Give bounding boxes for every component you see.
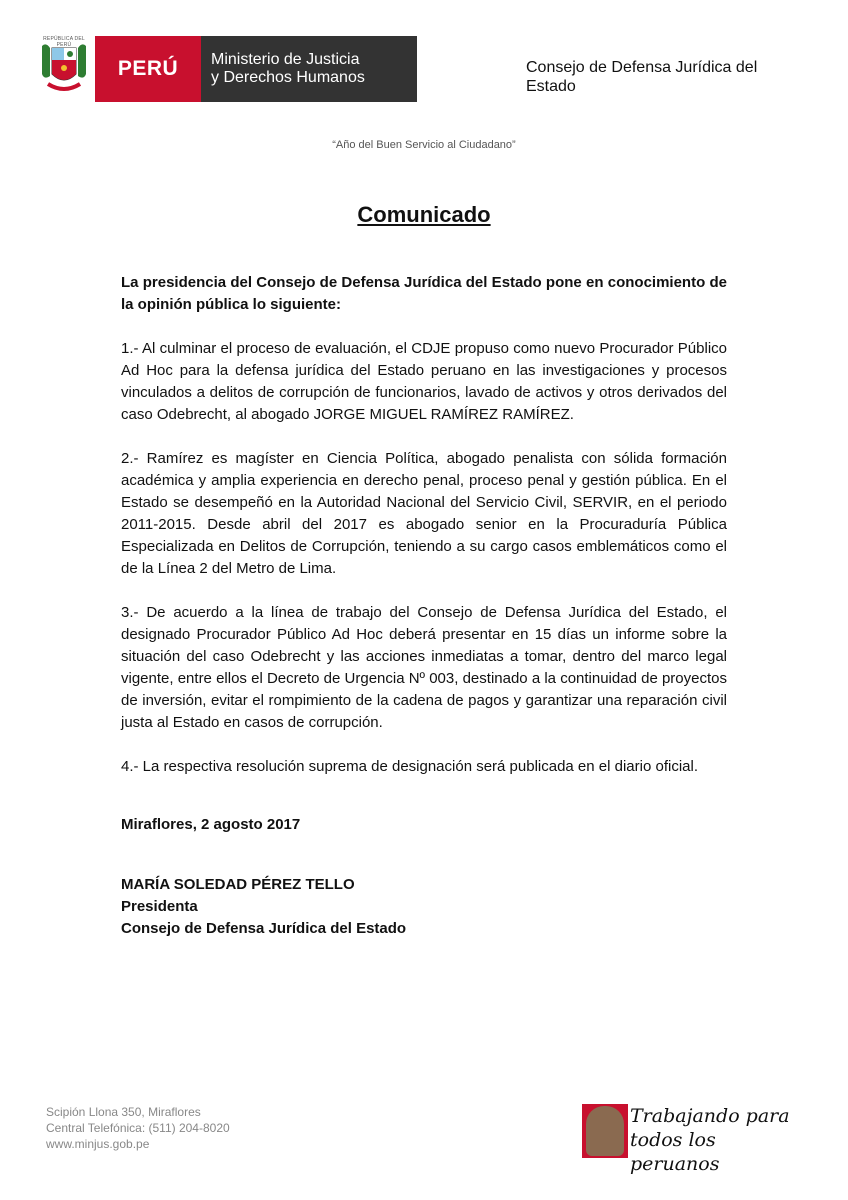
coat-of-arms-icon (38, 36, 90, 100)
signatory-name: MARÍA SOLEDAD PÉREZ TELLO (121, 876, 355, 893)
paragraph-1: 1.- Al culminar el proceso de evaluación, el CDJE propuso como nuevo Procurador Público Ad Hoc para la defensa jurídica del Estado peruano en las investigaciones y procesos vinculados a delitos de corrupción de funcionarios, lavado de activos y otros derivados del caso Odebrecht, al abogado JORGE MIGUEL RAMÍREZ RAMÍREZ. (121, 340, 727, 423)
ministry-name (201, 36, 417, 102)
portrait-face (586, 1106, 624, 1156)
signature-block (121, 874, 406, 940)
place-date: Miraflores, 2 agosto 2017 (121, 816, 301, 833)
document-body (121, 272, 727, 800)
signatory-org: Consejo de Defensa Jurídica del Estado (121, 920, 407, 937)
year-motto: “Año del Buen Servicio al Ciudadano” (332, 139, 516, 151)
paragraph-4: 4.- La respectiva resolución suprema de designación será publicada en el diario oficial. (121, 758, 699, 775)
intro-paragraph: La presidencia del Consejo de Defensa Jurídica del Estado pone en conocimiento de la opinión pública lo siguiente: (121, 274, 727, 313)
slogan-line-1: Trabajando para (630, 1105, 790, 1127)
council-name (526, 58, 826, 96)
country-label: PERÚ (95, 36, 201, 102)
paragraph-3: 3.- De acuerdo a la línea de trabajo del Consejo de Defensa Jurídica del Estado, el designado Procurador Público Ad Hoc deberá presentar en 15 días un informe sobre la situación del caso Odebrecht y las acciones inmediatas a tomar, dentro del marco legal vigente, entre ellos el Decreto de Urgencia Nº 003, destinado a la continuidad de proyectos de inversión, evitar el rompimiento de la cadena de pagos y garantizar una reparación civil justa al Estado en casos de corrupción. (121, 604, 727, 731)
council-line-2: Estado (526, 78, 576, 95)
footer-slogan (630, 1104, 810, 1176)
ministry-line-2: y Derechos Humanos (211, 69, 365, 86)
signatory-role: Presidenta (121, 898, 198, 915)
footer-address: Scipión Llona 350, Miraflores (46, 1105, 201, 1119)
seal-banner: REPÚBLICA DEL PERÚ (43, 36, 85, 48)
footer-website: www.minjus.gob.pe (46, 1137, 150, 1151)
paragraph-2: 2.- Ramírez es magíster en Ciencia Política, abogado penalista con sólida formación académica y amplia experiencia en derecho penal, proceso penal y gestión pública. En el Estado se desempeñó en la Autoridad Nacional del Servicio Civil, SERVIR, en el periodo 2011-2015. Desde abril del 2017 es abogado senior en la Procuraduría Pública Especializada en Delitos de Corrupción, teniendo a su cargo casos emblemáticos como el de la Línea 2 del Metro de Lima. (121, 450, 727, 577)
document-title: Comunicado (357, 202, 491, 227)
portrait-photo (582, 1104, 628, 1158)
footer-contact (46, 1104, 230, 1152)
slogan-line-2: todos los peruanos (630, 1129, 720, 1175)
footer-phone: Central Telefónica: (511) 204-8020 (46, 1121, 230, 1135)
council-line-1: Consejo de Defensa Jurídica del (526, 59, 758, 76)
ministry-line-1: Ministerio de Justicia (211, 51, 360, 68)
